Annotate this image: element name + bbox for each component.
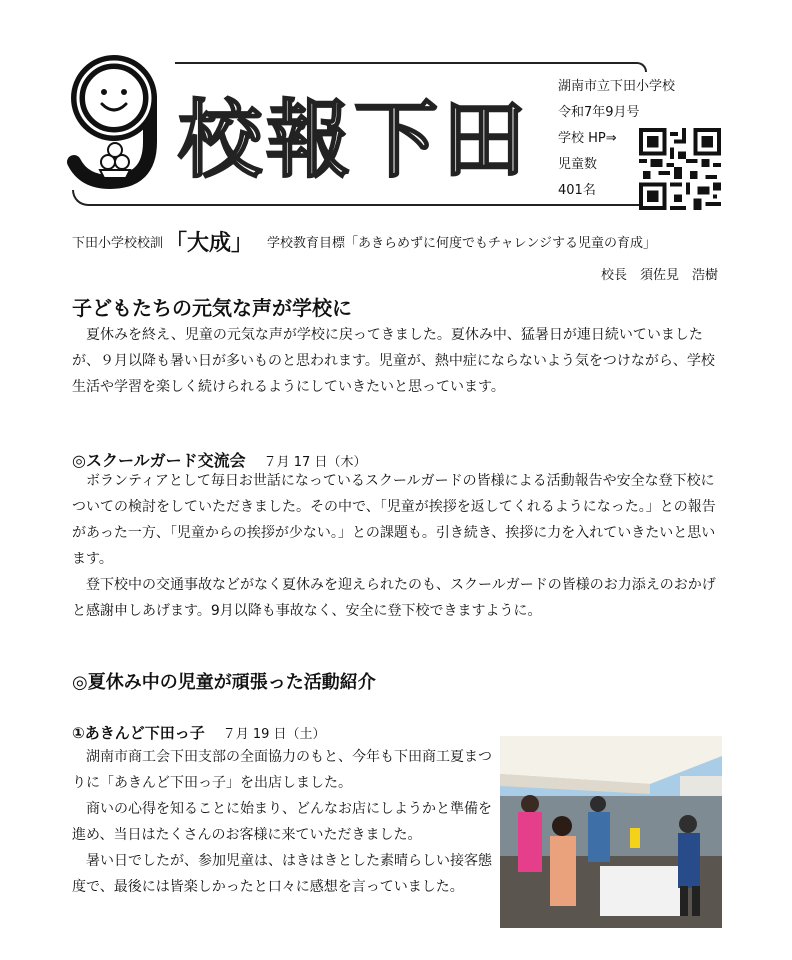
school-hp-label: 学校 HP⇒: [558, 131, 617, 146]
activity-heading: [72, 722, 326, 743]
section-title: 子どもたちの元気な声が学校に: [72, 296, 352, 320]
paragraph: 夏休みを終え、児童の元気な声が学校に戻ってきました。夏休み中、猛暑日が連日続いていましたが、９月以降も暑い日が多いものと思われます。児童が、熱中症にならないよう気をつけながら、学校生活や学習を楽しく続けられるようにしていきたいと思っています。: [72, 327, 715, 395]
school-name: 湖南市立下田小学校: [558, 79, 676, 94]
motto-value: 「大成」: [165, 231, 254, 256]
paragraph: ボランティアとして毎日お世話になっているスクールガードの皆様による活動報告や安全な登下校についての検討をしていただきました。その中で、「児童が挨拶を返してくれるようになった。」との報告があった一方、「児童からの挨拶が少ない。」との課題も。引き続き、挨拶に力を入れていきたいと思います。: [72, 473, 716, 567]
section-heading: ◎夏休み中の児童が頑張った活動紹介: [72, 672, 376, 693]
motto-prefix: 下田小学校校訓: [72, 236, 164, 251]
section-body: [72, 322, 722, 400]
event-photo: [500, 736, 722, 928]
paragraph: 登下校中の交通事故などがなく夏休みを迎えられたのも、スクールガードの皆様のお力添えのおかげと感謝申しあげます。9月以降も事故なく、安全に登下校できますように。: [72, 577, 716, 619]
paragraph: 商いの心得を知ることに始まり、どんなお店にしようかと準備を進め、当日はたくさんのお客様に来ていただきました。: [72, 801, 492, 843]
issue-number-badge-icon: [64, 50, 176, 190]
event-date: ７月 19 日（土）: [222, 727, 326, 742]
section-body: [72, 468, 722, 624]
header-rule: [175, 62, 647, 72]
activity-body: [72, 744, 494, 900]
event-date: ７月 17 日（木）: [263, 455, 367, 470]
qr-code-icon[interactable]: [639, 128, 721, 210]
activity-title: ①あきんど下田っ子: [72, 724, 205, 742]
school-motto: [72, 226, 656, 257]
students-count: 401名: [558, 183, 596, 198]
section-heading-text: ◎スクールガード交流会: [72, 451, 246, 470]
paragraph: 湖南市商工会下田支部の全面協力のもと、今年も下田商工夏まつりに「あきんど下田っ子」を出店しました。: [72, 749, 492, 791]
masthead-title: 校報下田: [178, 90, 531, 189]
paragraph: 暑い日でしたが、参加児童は、はきはきとした素晴らしい接客態度で、最後には皆楽しかったと口々に感想を言っていました。: [72, 853, 492, 895]
issue-date: 令和7年9月号: [558, 105, 640, 120]
education-goal: 学校教育目標「あきらめずに何度でもチャレンジする児童の育成」: [267, 236, 656, 251]
principal-name: 校長 須佐見 浩樹: [600, 268, 718, 283]
students-label: 児童数: [558, 157, 598, 172]
